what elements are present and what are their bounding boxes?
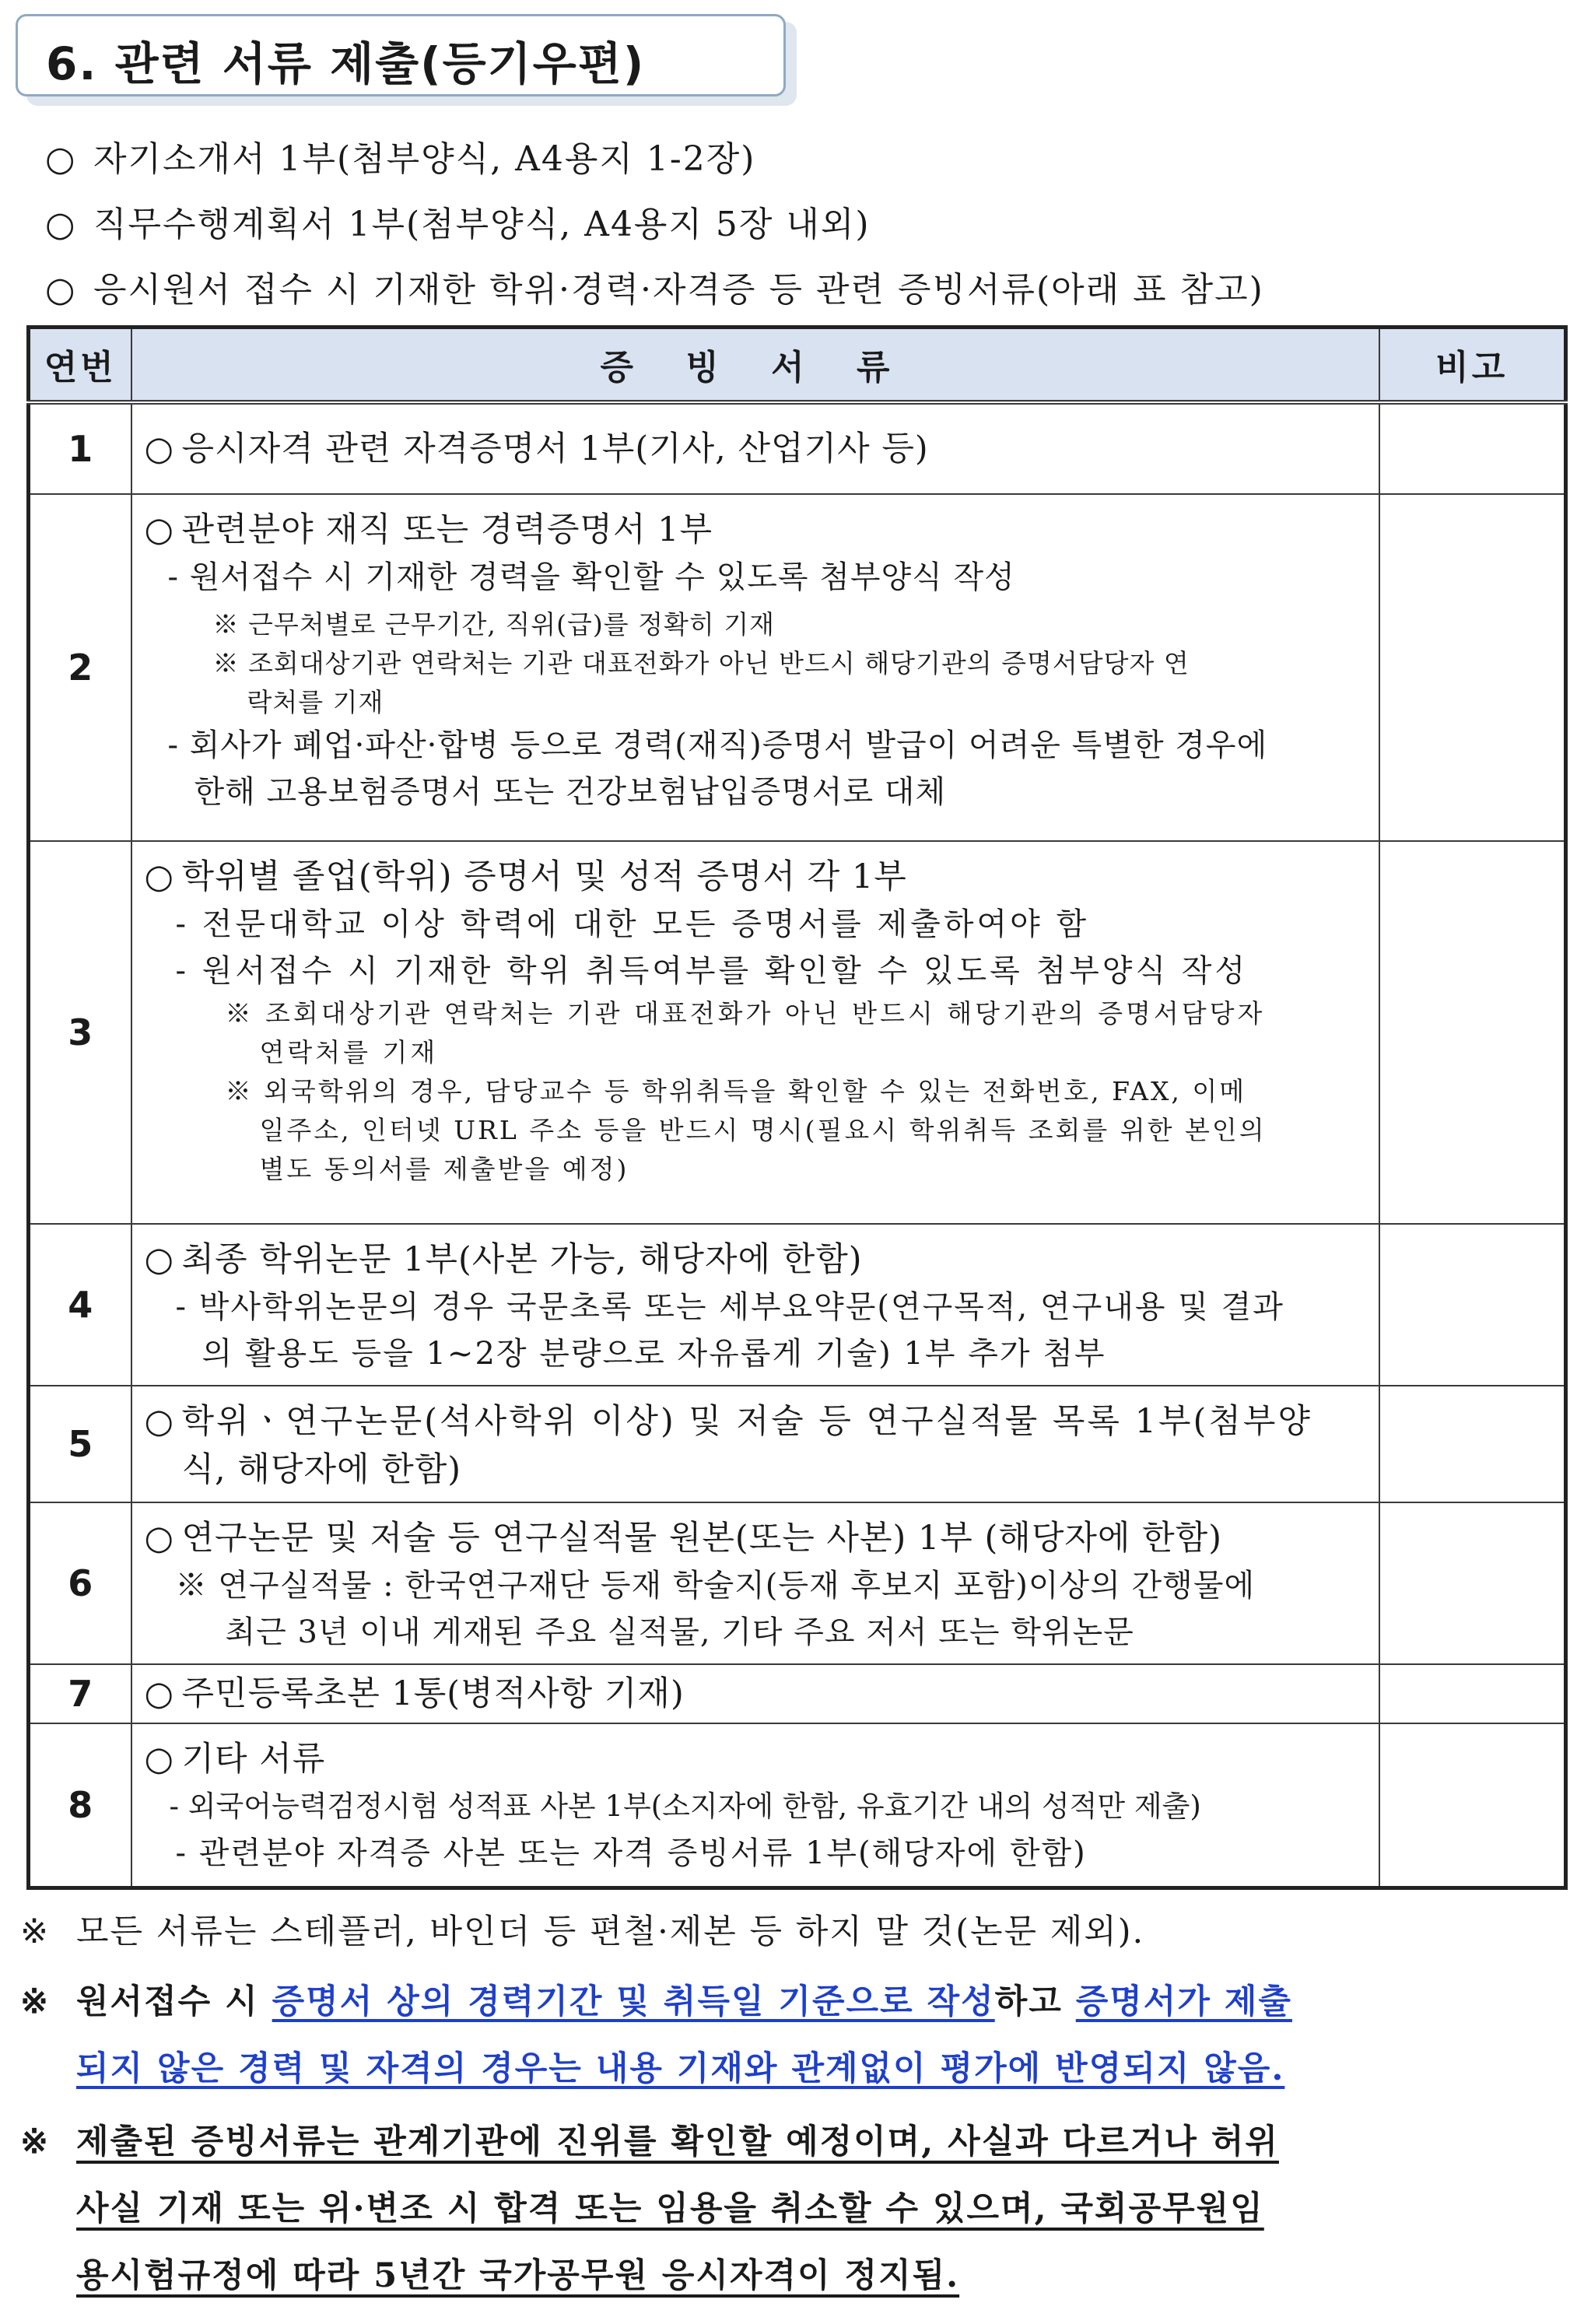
table-row xyxy=(29,402,1566,494)
table-header-row xyxy=(29,328,1566,402)
row-note: ※ 조회대상기관 연락처는 기관 대표전화가 아닌 반드시 해당기관의 증명서담당자 연락처를 기재 xyxy=(225,997,1266,1067)
row-title: ○ 기타 서류 xyxy=(144,1739,326,1779)
row-number: 2 xyxy=(29,494,131,841)
row-remark xyxy=(1379,1224,1566,1386)
row-detail: - 외국어능력검정시험 성적표 사본 1부(소지자에 한함, 유효기간 내의 성적만 제출) xyxy=(169,1789,1201,1823)
row-remark xyxy=(1379,1723,1566,1888)
row-detail: - 전문대학교 이상 학력에 대한 모든 증명서를 제출하여야 함 xyxy=(175,906,1090,942)
table-row xyxy=(29,841,1566,1224)
row-number: 4 xyxy=(29,1224,131,1386)
table-row xyxy=(29,1386,1566,1502)
note-link-not-submitted-cont: 되지 않은 경력 및 자격의 경우는 내용 기재와 관계없이 평가에 반영되지 않음. xyxy=(76,2049,1285,2088)
row-note: ※ 조회대상기관 연락처는 기관 대표전화가 아닌 반드시 해당기관의 증명서담당자 연 락처를 기재 xyxy=(212,647,1190,717)
row-title: ○ 관련분야 재직 또는 경력증명서 1부 xyxy=(144,510,713,549)
row-note: ※ 근무처별로 근무기간, 직위(급)를 정확히 기재 xyxy=(212,608,775,640)
row-number: 6 xyxy=(29,1502,131,1664)
row-detail: - 회사가 폐업·파산·합병 등으로 경력(재직)증명서 발급이 어려운 특별한 경우에 한해 고용보험증명서 또는 건강보험납입증명서로 대체 xyxy=(167,727,1268,810)
documents-table xyxy=(26,325,1568,1890)
row-remark xyxy=(1379,1502,1566,1664)
row-remark xyxy=(1379,1386,1566,1502)
row-detail: - 원서접수 시 기재한 학위 취득여부를 확인할 수 있도록 첨부양식 작성 xyxy=(175,952,1249,989)
row-number: 8 xyxy=(29,1723,131,1888)
row-title: ○ 최종 학위논문 1부(사본 가능, 해당자에 한함) xyxy=(144,1239,863,1279)
section-title-box xyxy=(16,14,786,96)
table-row xyxy=(29,1664,1566,1723)
row-title: ○ 주민등록초본 1통(병적사항 기재) xyxy=(144,1674,685,1713)
table-row xyxy=(29,494,1566,841)
bullet-item: ○ 응시원서 접수 시 기재한 학위·경력·자격증 등 관련 증빙서류(아래 표 참고) xyxy=(45,270,1264,310)
header-docs: 증 빙 서 류 xyxy=(131,328,1379,402)
row-title: ○ 연구논문 및 저술 등 연구실적물 원본(또는 사본) 1부 (해당자에 한함) xyxy=(144,1518,1222,1558)
row-detail: - 원서접수 시 기재한 경력을 확인할 수 있도록 첨부양식 작성 xyxy=(167,559,1015,595)
row-remark xyxy=(1379,841,1566,1224)
row-note: ※ 연구실적물 : 한국연구재단 등재 학술지(등재 후보지 포함)이상의 간행물에 최근 3년 이내 게재된 주요 실적물, 기타 주요 저서 또는 학위논문 xyxy=(175,1567,1256,1650)
bullet-item: ○ 직무수행계획서 1부(첨부양식, A4용지 5장 내외) xyxy=(45,205,871,244)
row-title-cont: 식, 해당자에 한함) xyxy=(181,1449,462,1489)
row-remark xyxy=(1379,402,1566,494)
row-title: ○ 학위별 졸업(학위) 증명서 및 성적 증명서 각 1부 xyxy=(144,857,907,896)
row-number: 1 xyxy=(29,402,131,494)
table-row xyxy=(29,1723,1566,1888)
row-number: 5 xyxy=(29,1386,131,1502)
row-title: ○ 응시자격 관련 자격증명서 1부(기사, 산업기사 등) xyxy=(144,429,929,468)
note-link-not-submitted: 증명서가 제출 xyxy=(1075,1982,1292,2021)
row-remark xyxy=(1379,1664,1566,1723)
row-detail: - 박사학위논문의 경우 국문초록 또는 세부요약문(연구목적, 연구내용 및 결과 의 활용도 등을 1~2장 분량으로 자유롭게 기술) 1부 추가 첨부 xyxy=(175,1288,1284,1372)
section-title: 6. 관련 서류 제출(등기우편) xyxy=(46,37,646,90)
row-number: 3 xyxy=(29,841,131,1224)
header-remark: 비고 xyxy=(1379,328,1566,402)
row-number: 7 xyxy=(29,1664,131,1723)
table-row xyxy=(29,1502,1566,1664)
row-detail: - 관련분야 자격증 사본 또는 자격 증빙서류 1부(해당자에 한함) xyxy=(175,1835,1087,1871)
header-no: 연번 xyxy=(29,328,131,402)
note-link-basis: 증명서 상의 경력기간 및 취득일 기준으로 작성 xyxy=(272,1982,995,2021)
note-binding: ※ 모든 서류는 스테플러, 바인더 등 편철·제본 등 하지 말 것(논문 제외). xyxy=(20,1912,1145,1951)
table-row xyxy=(29,1224,1566,1386)
note-verification: ※ 제출된 증빙서류는 관계기관에 진위를 확인할 예정이며, 사실과 다르거나 허위 사실 기재 또는 위·변조 시 합격 또는 임용을 취소할 수 있으며, 국회공무원임 용시험규정에 따라 5년간 국가공무원 응시자격이 정지됨. xyxy=(20,2122,1279,2295)
row-note: ※ 외국학위의 경우, 담당교수 등 학위취득을 확인할 수 있는 전화번호, FAX, 이메 일주소, 인터넷 URL 주소 등을 반드시 명시(필요시 학위취득 조회를 위한 본인의 별도 동의서를 제출받을 예정) xyxy=(225,1075,1267,1184)
row-remark xyxy=(1379,494,1566,841)
bullet-item: ○ 자기소개서 1부(첨부양식, A4용지 1-2장) xyxy=(45,139,756,179)
note-career-basis: ※ 원서접수 시 증명서 상의 경력기간 및 취득일 기준으로 작성하고 증명서가 제출 되지 않은 경력 및 자격의 경우는 내용 기재와 관계없이 평가에 반영되지 않음. xyxy=(20,1982,1292,2088)
row-title: ○ 학위ㆍ연구논문(석사학위 이상) 및 저술 등 연구실적물 목록 1부(첨부양 xyxy=(144,1401,1312,1441)
